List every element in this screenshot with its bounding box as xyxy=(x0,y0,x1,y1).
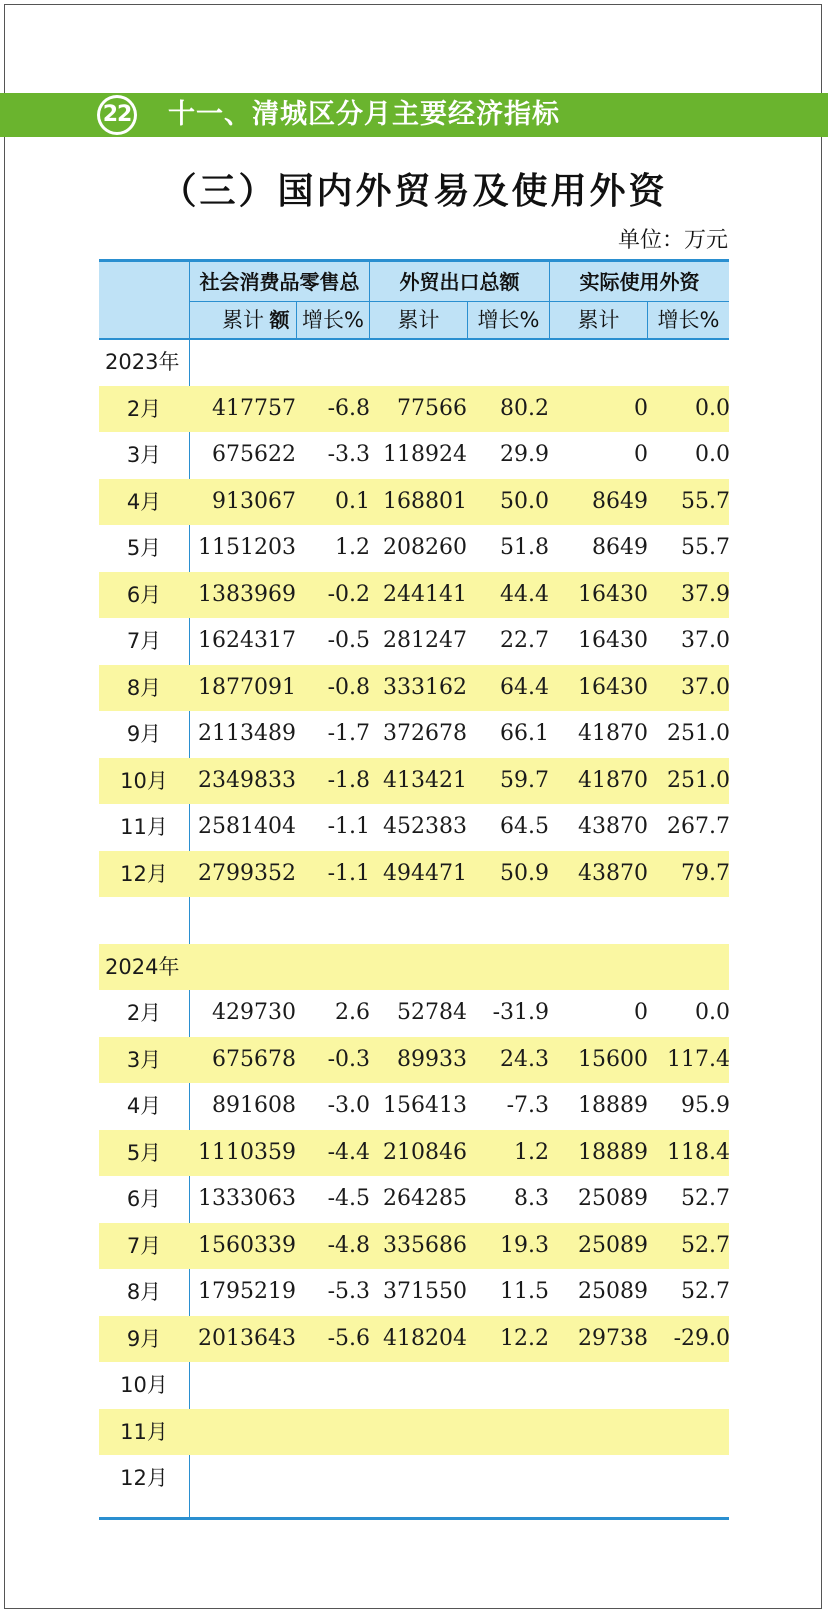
table-cell: 52.7 xyxy=(681,1233,730,1258)
table-cell xyxy=(296,1362,370,1408)
table-cell: 891608 xyxy=(212,1093,296,1118)
table-cell: 41870 xyxy=(578,768,648,793)
table-cell: 24.3 xyxy=(500,1047,549,1072)
table-cell: 64.4 xyxy=(500,675,549,700)
table-cell: 0.0 xyxy=(695,1000,730,1025)
table-cell: 0 xyxy=(634,442,648,467)
table-cell: -4.5 xyxy=(327,1186,370,1211)
table-cell: -3.0 xyxy=(327,1093,370,1118)
table-cell xyxy=(370,1362,467,1408)
table-cell: 168801 xyxy=(383,489,467,514)
table-title: （三）国内外贸易及使用外资 xyxy=(160,171,668,212)
table-cell: 452383 xyxy=(383,814,467,839)
table-cell: 11.5 xyxy=(500,1279,549,1304)
table-cell: 43870 xyxy=(578,861,648,886)
subheader-growth: 增长% xyxy=(657,308,720,332)
table-cell: 52.7 xyxy=(681,1279,730,1304)
table-cell xyxy=(370,1409,467,1455)
table-cell: 210846 xyxy=(383,1140,467,1165)
table-cell: 333162 xyxy=(383,675,467,700)
header-bottom-rule xyxy=(99,338,729,340)
table-cell: 0.0 xyxy=(695,396,730,421)
table-cell: 52784 xyxy=(397,1000,467,1025)
subheader-growth: 增长% xyxy=(477,308,540,332)
row-month: 5月 xyxy=(126,1141,162,1165)
table-cell: 1151203 xyxy=(198,535,296,560)
table-cell: 50.9 xyxy=(500,861,549,886)
row-month: 12月 xyxy=(120,862,168,886)
row-month: 11月 xyxy=(120,815,168,839)
row-month: 6月 xyxy=(126,1187,162,1211)
table-cell xyxy=(467,1409,549,1455)
table-cell: -3.3 xyxy=(327,442,370,467)
table-cell: 118924 xyxy=(383,442,467,467)
table-cell: 1624317 xyxy=(198,628,296,653)
table-cell: 55.7 xyxy=(681,535,730,560)
table-cell: 25089 xyxy=(578,1279,648,1304)
table-cell: 25089 xyxy=(578,1233,648,1258)
subheader-cumulative: 累计 xyxy=(397,308,440,332)
table-cell: 1877091 xyxy=(198,675,296,700)
row-month: 3月 xyxy=(126,1048,162,1072)
table-cell xyxy=(467,1362,549,1408)
table-cell xyxy=(648,1409,730,1455)
table-cell: -1.1 xyxy=(327,861,370,886)
table-cell: 418204 xyxy=(383,1326,467,1351)
table-cell: 2581404 xyxy=(198,814,296,839)
table-cell: 281247 xyxy=(383,628,467,653)
table-cell: 244141 xyxy=(383,582,467,607)
table-bottom-rule xyxy=(99,1517,729,1520)
table-cell: 251.0 xyxy=(667,768,730,793)
table-cell: 95.9 xyxy=(681,1093,730,1118)
table-cell: 2.6 xyxy=(335,1000,370,1025)
subheader-growth: 增长% xyxy=(302,308,364,332)
table-cell: -5.3 xyxy=(327,1279,370,1304)
table-cell: -31.9 xyxy=(492,1000,549,1025)
table-cell: 156413 xyxy=(383,1093,467,1118)
table-cell: 59.7 xyxy=(500,768,549,793)
table-cell xyxy=(296,1455,370,1501)
header-top-rule xyxy=(99,259,729,262)
table-cell: 913067 xyxy=(212,489,296,514)
row-month: 7月 xyxy=(126,1234,162,1258)
table-cell: 429730 xyxy=(212,1000,296,1025)
table-cell: 1795219 xyxy=(198,1279,296,1304)
table-cell: 2349833 xyxy=(198,768,296,793)
row-highlight xyxy=(99,944,729,990)
table-cell: 16430 xyxy=(578,675,648,700)
table-cell xyxy=(467,1455,549,1501)
table-cell: 43870 xyxy=(578,814,648,839)
table-cell: 41870 xyxy=(578,721,648,746)
table-cell: 25089 xyxy=(578,1186,648,1211)
table-cell: 16430 xyxy=(578,628,648,653)
table-cell: 37.9 xyxy=(681,582,730,607)
table-cell: 12.2 xyxy=(500,1326,549,1351)
table-cell: -1.7 xyxy=(327,721,370,746)
table-cell: 79.7 xyxy=(681,861,730,886)
table-cell: 16430 xyxy=(578,582,648,607)
table-cell: 89933 xyxy=(397,1047,467,1072)
header-retail-sales: 社会消费品零售总额 xyxy=(199,270,360,332)
table-cell: 2799352 xyxy=(198,861,296,886)
table-cell: 0.0 xyxy=(695,442,730,467)
row-month: 5月 xyxy=(126,536,162,560)
table-cell: 1383969 xyxy=(198,582,296,607)
table-cell: 251.0 xyxy=(667,721,730,746)
table-cell: 2113489 xyxy=(198,721,296,746)
table-cell: -6.8 xyxy=(327,396,370,421)
row-month: 11月 xyxy=(120,1420,168,1444)
table-cell: -4.8 xyxy=(327,1233,370,1258)
row-month: 4月 xyxy=(126,1094,162,1118)
subheader-cumulative: 累计 xyxy=(222,308,264,332)
table-cell: 1110359 xyxy=(198,1140,296,1165)
table-cell xyxy=(549,1362,648,1408)
unit-label: 单位：万元 xyxy=(617,228,728,253)
page-number: 22 xyxy=(100,98,134,132)
table-cell: 0 xyxy=(634,396,648,421)
table-cell: 51.8 xyxy=(500,535,549,560)
table-cell: 66.1 xyxy=(500,721,549,746)
table-cell xyxy=(190,1362,296,1408)
table-cell: 29.9 xyxy=(500,442,549,467)
row-month: 10月 xyxy=(120,769,168,793)
table-cell xyxy=(549,1455,648,1501)
table-cell: 413421 xyxy=(383,768,467,793)
row-month: 9月 xyxy=(126,722,162,746)
table-cell: 2013643 xyxy=(198,1326,296,1351)
table-cell: 8649 xyxy=(592,489,648,514)
row-month: 2月 xyxy=(126,397,162,421)
table-cell xyxy=(648,1455,730,1501)
table-cell: -1.1 xyxy=(327,814,370,839)
table-cell: 372678 xyxy=(383,721,467,746)
table-cell: -29.0 xyxy=(673,1326,730,1351)
table-cell: -5.6 xyxy=(327,1326,370,1351)
table-cell xyxy=(190,1409,296,1455)
table-cell: 55.7 xyxy=(681,489,730,514)
table-cell: 50.0 xyxy=(500,489,549,514)
table-cell: 80.2 xyxy=(500,396,549,421)
table-cell: 44.4 xyxy=(500,582,549,607)
section-title: 十一、清城区分月主要经济指标 xyxy=(168,99,560,130)
table-cell: 18889 xyxy=(578,1140,648,1165)
row-month: 7月 xyxy=(126,629,162,653)
year-label: 2023年 xyxy=(105,350,180,374)
header-export: 外贸出口总额 xyxy=(399,270,520,294)
table-cell: 0.1 xyxy=(335,489,370,514)
table-cell: 37.0 xyxy=(681,628,730,653)
table-cell: 494471 xyxy=(383,861,467,886)
table-cell: 1560339 xyxy=(198,1233,296,1258)
table-cell: 0 xyxy=(634,1000,648,1025)
row-month: 6月 xyxy=(126,583,162,607)
row-month: 8月 xyxy=(126,676,162,700)
row-month: 9月 xyxy=(126,1327,162,1351)
subheader-cumulative: 累计 xyxy=(577,308,620,332)
table-cell: 417757 xyxy=(212,396,296,421)
row-month: 10月 xyxy=(120,1373,168,1397)
table-cell: -4.4 xyxy=(327,1140,370,1165)
table-cell: 335686 xyxy=(383,1233,467,1258)
header-foreign-investment: 实际使用外资 xyxy=(579,270,700,294)
row-month: 12月 xyxy=(120,1466,168,1490)
row-month: 2月 xyxy=(126,1001,162,1025)
table-cell: 52.7 xyxy=(681,1186,730,1211)
table-cell: 18889 xyxy=(578,1093,648,1118)
row-month: 4月 xyxy=(126,490,162,514)
table-cell xyxy=(648,1362,730,1408)
table-cell: 8649 xyxy=(592,535,648,560)
table-cell: 1.2 xyxy=(514,1140,549,1165)
table-cell: 8.3 xyxy=(514,1186,549,1211)
table-cell: -0.5 xyxy=(327,628,370,653)
table-cell: 15600 xyxy=(578,1047,648,1072)
table-cell: 22.7 xyxy=(500,628,549,653)
table-cell: -0.8 xyxy=(327,675,370,700)
table-cell xyxy=(296,1409,370,1455)
table-cell: -1.8 xyxy=(327,768,370,793)
year-label: 2024年 xyxy=(105,955,180,979)
table-cell: 117.4 xyxy=(667,1047,730,1072)
table-cell xyxy=(190,1455,296,1501)
table-cell: -0.2 xyxy=(327,582,370,607)
table-cell: -0.3 xyxy=(327,1047,370,1072)
table-cell: 208260 xyxy=(383,535,467,560)
table-cell: 37.0 xyxy=(681,675,730,700)
table-cell: 1333063 xyxy=(198,1186,296,1211)
row-month: 8月 xyxy=(126,1280,162,1304)
table-cell: 64.5 xyxy=(500,814,549,839)
table-cell xyxy=(549,1409,648,1455)
row-month: 3月 xyxy=(126,443,162,467)
table-cell: 77566 xyxy=(397,396,467,421)
table-cell: 675678 xyxy=(212,1047,296,1072)
table-cell: 1.2 xyxy=(335,535,370,560)
table-cell: 371550 xyxy=(383,1279,467,1304)
table-cell: 267.7 xyxy=(667,814,730,839)
table-cell: -7.3 xyxy=(506,1093,549,1118)
table-cell: 29738 xyxy=(578,1326,648,1351)
table-cell: 118.4 xyxy=(667,1140,730,1165)
table-cell: 675622 xyxy=(212,442,296,467)
table-cell: 19.3 xyxy=(500,1233,549,1258)
table-cell xyxy=(370,1455,467,1501)
table-cell: 264285 xyxy=(383,1186,467,1211)
